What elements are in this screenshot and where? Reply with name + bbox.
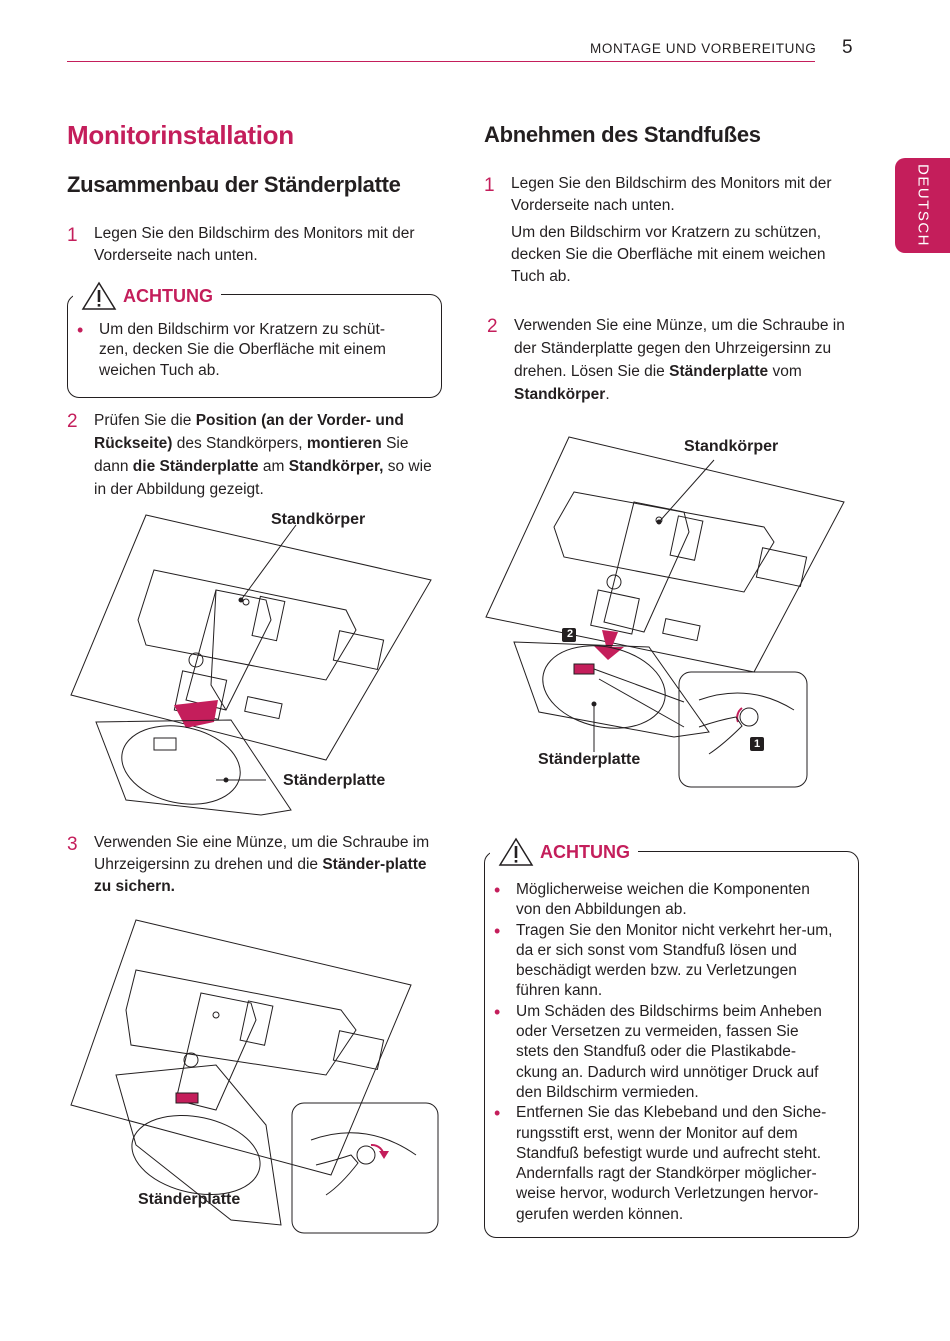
warning-triangle-icon	[498, 837, 534, 867]
step-text: Legen Sie den Bildschirm des Monitors mit der Vorderseite nach unten.	[511, 175, 832, 214]
step-text: Verwenden Sie eine Münze, um die Schraube im Uhrzeigersinn zu drehen und die Ständer-platte zu sichern.	[94, 834, 430, 895]
step-text: Prüfen Sie die Position (an der Vorder- und Rückseite) des Standkörpers, montieren Sie dann die Ständerplatte am Standkörper, so wie in der Abbildung gezeigt.	[94, 412, 432, 498]
figure-label-staenderplatte: Ständerplatte	[138, 1191, 241, 1208]
language-tab-label: DEUTSCH	[914, 164, 932, 248]
figure-label-standkoerper: Standkörper	[271, 511, 366, 528]
step-text-note: Um den Bildschirm vor Kratzern zu schützen, decken Sie die Oberfläche mit einem weichen Tuch ab.	[511, 224, 826, 285]
caution-item: • Um Schäden des Bildschirms beim Anheben oder Versetzen zu vermeiden, fassen Sie stets den Standfuß oder die Plastikabde-ckung an. Dadurch wird unnötiger Druck auf den Bildschirm vermieden.	[489, 1002, 834, 1103]
page-title: Monitorinstallation	[67, 120, 294, 150]
caution-label-text: ACHTUNG	[123, 285, 213, 306]
step-text: Legen Sie den Bildschirm des Monitors mit der Vorderseite nach unten.	[94, 225, 415, 264]
section-title-removal: Abnehmen des Standfußes	[484, 122, 761, 147]
step-text: Verwenden Sie eine Münze, um die Schraube in der Ständerplatte gegen den Uhrzeigersinn zu drehen. Lösen Sie die Ständerplatte vom Standkörper.	[514, 317, 845, 403]
step-marker-1: 1	[753, 738, 761, 750]
caution-label-text: ACHTUNG	[540, 841, 630, 862]
stand-securing-illustration	[66, 915, 441, 1235]
caution-label	[73, 281, 221, 311]
caution-list	[489, 880, 834, 1225]
stand-assembly-illustration	[66, 510, 446, 820]
step-number: 1	[484, 175, 495, 196]
step-number: 2	[67, 411, 78, 432]
caution-item: • Möglicherweise weichen die Komponenten von den Abbildungen ab.	[489, 880, 834, 921]
step-number: 2	[487, 316, 498, 337]
caution-box	[484, 851, 859, 1238]
caution-label	[490, 837, 638, 867]
step-marker-2: 2	[566, 628, 574, 640]
step-number: 3	[67, 834, 78, 855]
page-number: 5	[842, 37, 853, 58]
step-number: 1	[67, 225, 78, 246]
caution-item: • Um den Bildschirm vor Kratzern zu schüt-zen, decken Sie die Oberfläche mit einem weichen Tuch ab.	[72, 320, 392, 381]
caution-item: • Tragen Sie den Monitor nicht verkehrt her-um, da er sich sonst vom Standfuß lösen und beschädigt werden bzw. zu Verletzungen führen kann.	[489, 921, 834, 1002]
stand-removal-illustration	[484, 432, 854, 792]
figure-label-staenderplatte: Ständerplatte	[283, 772, 386, 789]
header-rule	[67, 61, 815, 62]
figure-label-standkoerper: Standkörper	[684, 438, 779, 455]
language-tab	[895, 158, 950, 253]
section-title-assembly: Zusammenbau der Ständerplatte	[67, 172, 401, 197]
warning-triangle-icon	[81, 281, 117, 311]
caution-item: • Entfernen Sie das Klebeband und den Siche-rungsstift erst, wenn der Monitor auf dem Standfuß befestigt wurde und aufrecht steht. Andernfalls ragt der Standkörper möglicher-weise hervor, wodurch Verletzungen hervor-gerufen werden können.	[489, 1103, 834, 1225]
caution-list	[72, 320, 392, 381]
figure-label-staenderplatte: Ständerplatte	[538, 751, 641, 768]
running-header: MONTAGE UND VORBEREITUNG	[590, 41, 817, 56]
